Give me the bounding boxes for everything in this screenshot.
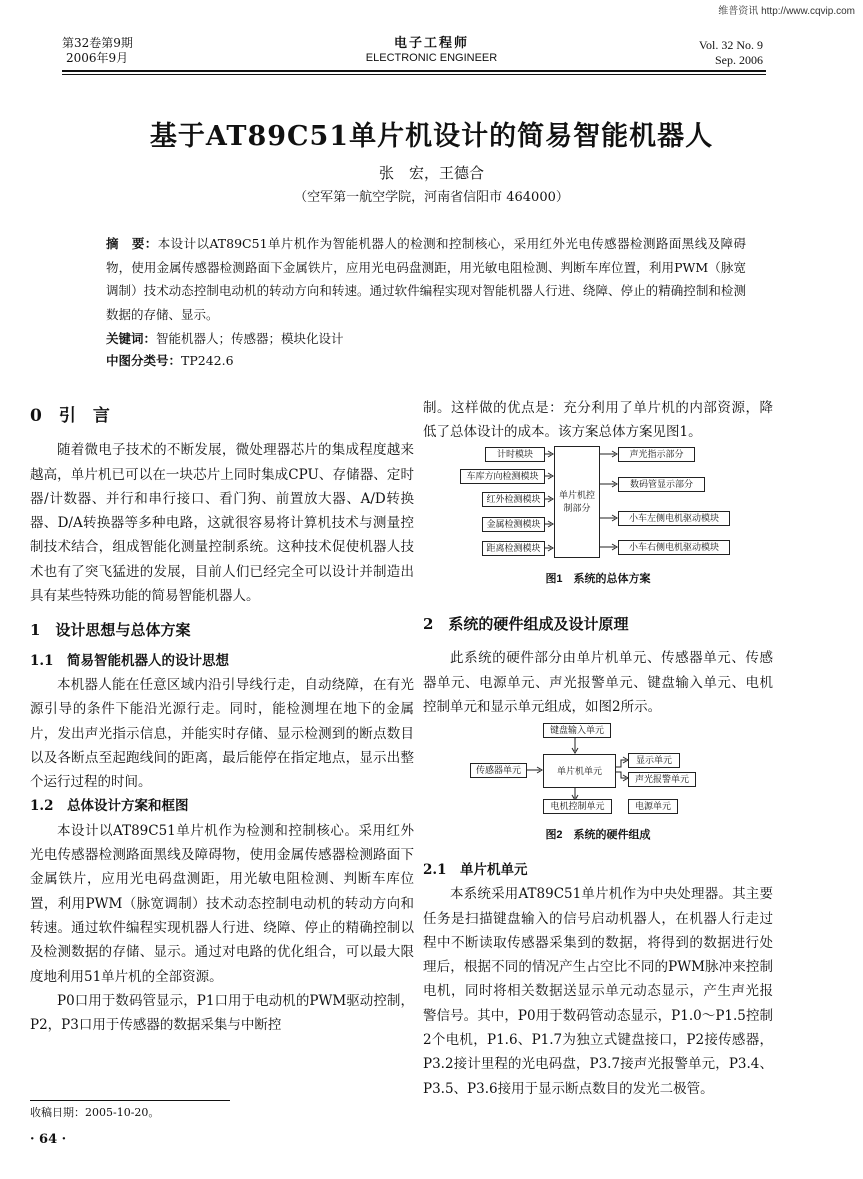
fig2-display-box: 显示单元 [628, 753, 680, 768]
header-volume-en [699, 38, 763, 68]
right-column-mid [423, 612, 773, 719]
abstract [106, 232, 746, 326]
section-0-heading: 0 引 言 [30, 406, 110, 426]
volume-en: Vol. 32 No. 9 [698, 38, 763, 52]
fig1-infrared-box: 红外检测模块 [482, 492, 545, 507]
abstract-label: 摘 要： [106, 236, 158, 251]
classno-label: 中图分类号： [106, 353, 182, 368]
section-2-paragraph: 此系统的硬件部分由单片机单元、传感器单元、传感器单元、电源单元、声光报警单元、键盘输入单元、电机控制单元和显示单元组成，如图2所示。 [423, 650, 773, 715]
paper-title: 基于AT89C51单片机设计的简易智能机器人 [149, 121, 714, 152]
figure-1 [423, 444, 773, 594]
continued-paragraph: 制。这样做的优点是：充分利用了单片机的内部资源，降低了总体设计的成本。该方案总体方案见图1。 [423, 400, 773, 441]
section-2-heading: 2 系统的硬件组成及设计原理 [423, 615, 629, 633]
fig2-power-box: 电源单元 [628, 799, 678, 814]
fig2-keyboard-box: 键盘输入单元 [543, 723, 611, 738]
fig2-sensor-box: 传感器单元 [470, 763, 527, 778]
figure-2 [423, 720, 773, 845]
watermark: 维普资讯 http://www.cqvip.com [718, 6, 855, 17]
received-date: 收稿日期：2005-10-20。 [30, 1106, 160, 1119]
authors: 张 宏，王德合 [378, 164, 484, 182]
fig2-mcu-box: 单片机单元 [543, 754, 616, 788]
date-en: Sep. 2006 [715, 53, 763, 67]
volume-cn: 第32卷第9期 [62, 36, 133, 50]
abstract-text: 本设计以AT89C51单片机作为智能机器人的检测和控制核心，采用红外光电传感器检测路面黑线及障碍物，使用金属传感器检测路面下金属铁片，应用光电码盘测距，用光敏电阻检测、判断车库位置，利用PWM（脉宽调制）技术动态控制电动机的转动方向和转速。通过软件编程实现对智能机器人行进、绕障、停止的精确控制和检测数据的存储、显示。 [106, 236, 746, 322]
header-rule-thin [62, 74, 766, 75]
keywords-label: 关键词： [106, 331, 157, 346]
fig1-sound-light-box: 声光指示部分 [618, 447, 695, 462]
section-1-1-paragraph: 本机器人能在任意区域内沿引导线行走，自动绕障，在有光源引导的条件下能沿光源行走。同时，能检测埋在地下的金属片，发出声光指示信息，并能实时存储、显示检测到的断点数目以及各断点至起跑线间的距离，最后能停在指定地点，显示出整个运行过程的时间。 [30, 676, 414, 791]
affiliation: （空军第一航空学院，河南省信阳市 464000） [294, 190, 569, 205]
right-column-bottom [423, 858, 773, 1101]
journal-cn: 电子工程师 [393, 36, 469, 51]
footnote-rule [30, 1100, 230, 1101]
figure-2-caption: 图2 系统的硬件组成 [545, 829, 651, 841]
classno-text: TP242.6 [181, 353, 234, 368]
section-1-2-paragraph-2: P0口用于数码管显示，P1口用于电动机的PWM驱动控制，P2，P3口用于传感器的数据采集与中断控 [30, 992, 414, 1034]
fig1-metal-box: 金属检测模块 [482, 517, 545, 532]
keywords-block [106, 328, 344, 372]
section-1-2-heading: 1.2 总体设计方案和框图 [30, 798, 189, 815]
keywords-text: 智能机器人；传感器；模块化设计 [156, 331, 344, 346]
right-column-top [423, 396, 773, 445]
left-column [30, 404, 414, 1037]
section-1-2-paragraph: 本设计以AT89C51单片机作为检测和控制核心。采用红外光电传感器检测路面黑线及障碍物，使用金属传感器检测路面下金属铁片，应用光电码盘测距，用光敏电阻检测、判断车库位置，利用PWM（脉宽调制）技术动态控制电动机的转动方向和转速。通过软件编程实现机器人行进、绕障、停止的精确控制以及检测数据的存储、显示。通过对电路的优化组合，可以最大限度地利用51单片机的全部资源。 [30, 822, 414, 985]
fig1-display-box: 数码管显示部分 [618, 477, 705, 492]
header-rule [62, 70, 766, 72]
fig1-timer-box: 计时模块 [485, 447, 545, 462]
fig1-mcu-box: 单片机控制部分 [554, 446, 600, 558]
journal-en: ELECTRONIC ENGINEER [365, 52, 498, 64]
fig1-left-motor-box: 小车左侧电机驱动模块 [618, 511, 730, 526]
date-cn: 2006年9月 [66, 51, 129, 65]
section-1-1-heading: 1.1 简易智能机器人的设计思想 [30, 652, 229, 669]
figure-1-caption: 图1 系统的总体方案 [545, 573, 651, 585]
page-number: · 64 · [30, 1132, 67, 1147]
intro-paragraph: 随着微电子技术的不断发展，微处理器芯片的集成程度越来越高，单片机已可以在一块芯片上同时集成CPU、存储器、定时器/计数器、并行和串行接口、看门狗、前置放大器、A/D转换器、D/A转换器等多种电路，这就很容易将计算机技术与测量控制技术结合，组成智能化测量控制系统。这种技术促使机器人技术也有了突飞猛进的发展，目前人们已经完全可以设计并制造出具有某些特殊功能的简易智能机器人。 [30, 442, 414, 605]
fig2-alarm-box: 声光报警单元 [628, 772, 696, 787]
section-2-1-paragraph: 本系统采用AT89C51单片机作为中央处理器。其主要任务是扫描键盘输入的信号启动机器人，在机器人行走过程中不断读取传感器采集到的数据，将得到的数据进行处理后，根据不同的情况产生占空比不同的PWM脉冲来控制电机，同时将相关数据送显示单元动态显示，产生声光报警信号。其中，P0用于数码管动态显示，P1.0～P1.5控制2个电机，P1.6、P1.7为独立式键盘接口，P2接传感器，P3.2接计里程的光电码盘，P3.7接声光报警单元，P3.4、P3.5、P3.6接用于显示断点数目的发光二极管。 [423, 886, 773, 1097]
fig1-right-motor-box: 小车右侧电机驱动模块 [618, 540, 730, 555]
fig1-distance-box: 距离检测模块 [482, 541, 545, 556]
fig1-garage-box: 车库方向检测模块 [460, 469, 545, 484]
section-1-heading: 1 设计思想与总体方案 [30, 621, 191, 640]
fig2-motor-box: 电机控制单元 [543, 799, 612, 814]
section-2-1-heading: 2.1 单片机单元 [423, 862, 528, 878]
